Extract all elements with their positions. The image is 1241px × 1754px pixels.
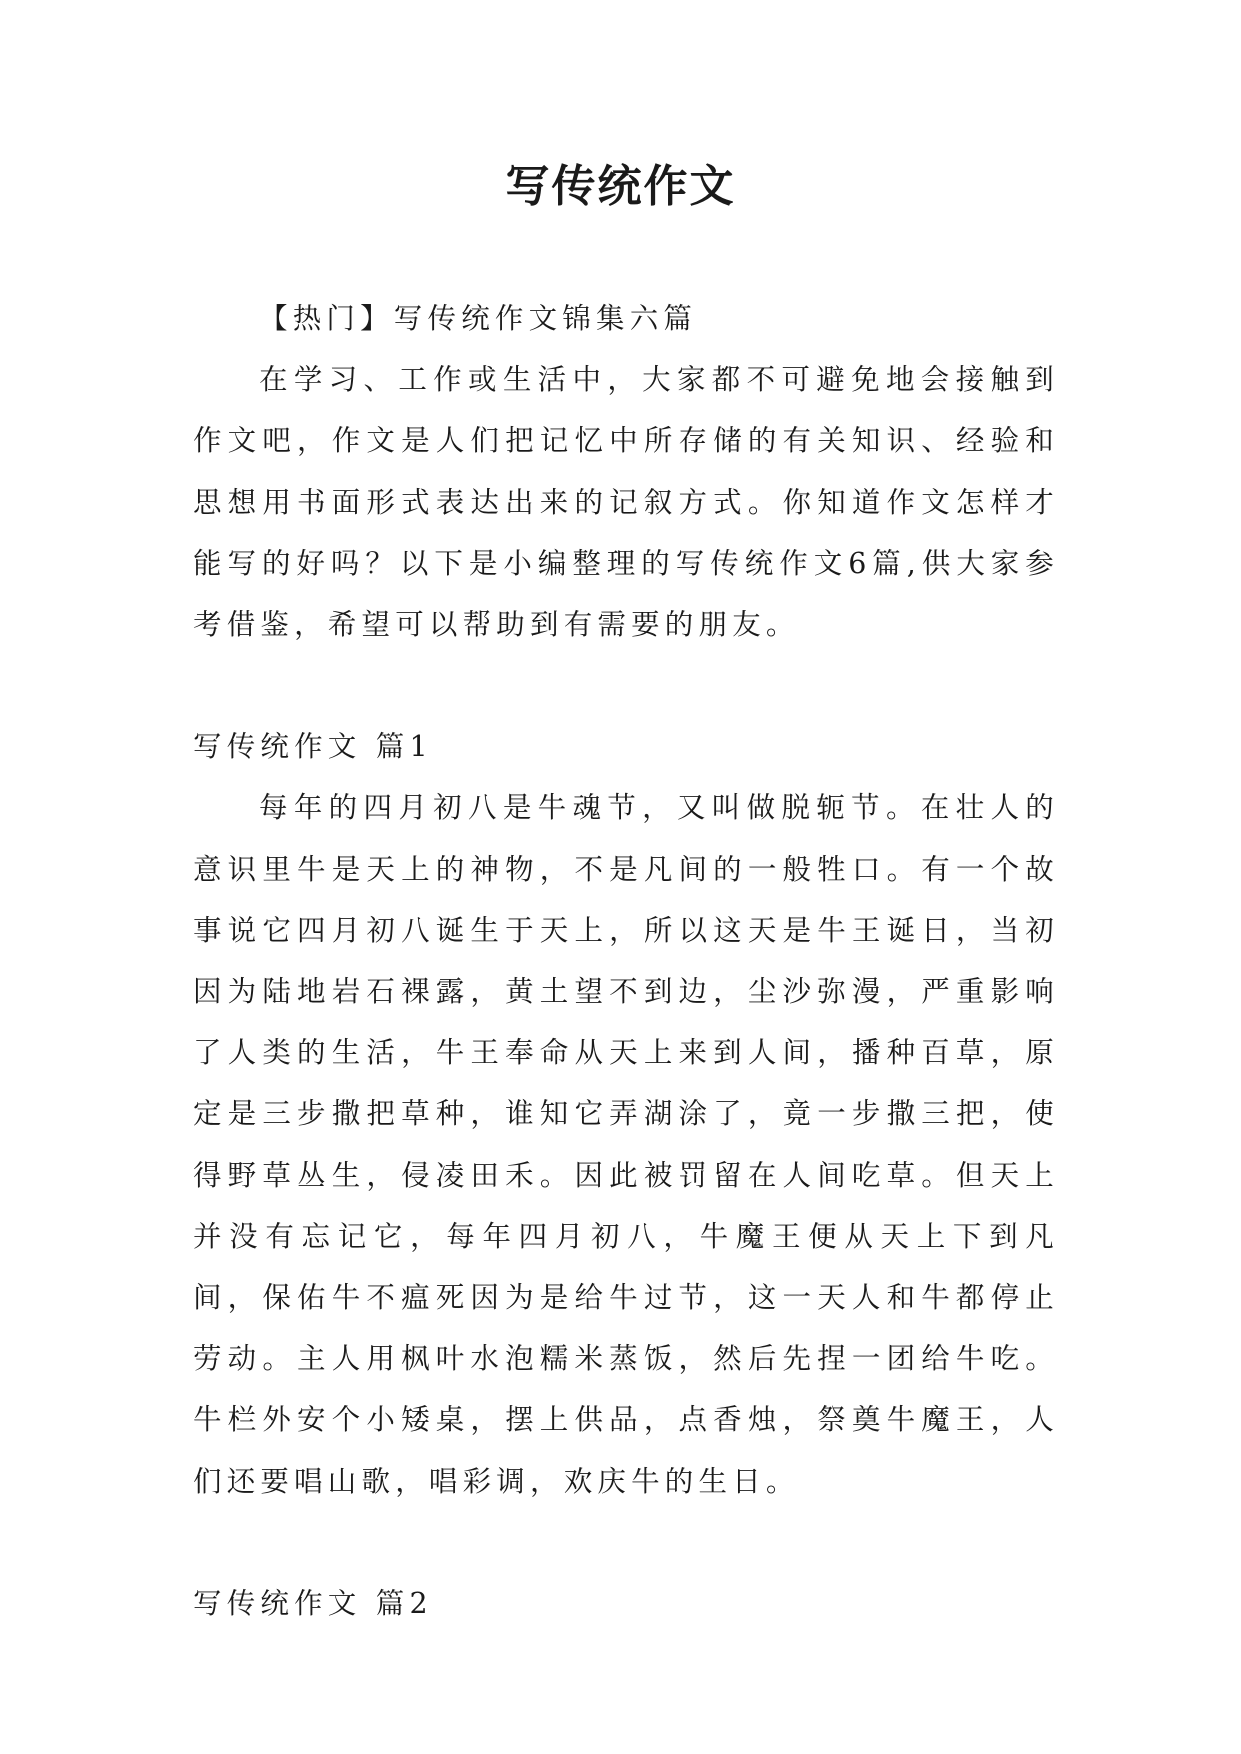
document-subtitle: 【热门】写传统作文锦集六篇 [259,302,698,335]
document-content [193,288,1059,1634]
document-title: 写传统作文 [505,161,736,212]
intro-paragraph: 在学习、工作或生活中，大家都不可避免地会接触到作文吧，作文是人们把记忆中所存储的有关知识、经验和思想用书面形式表达出来的记叙方式。你知道作文怎样才能写的好吗？以下是小编整理的写传统作文6篇,供大家参考借鉴，希望可以帮助到有需要的朋友。 [193,363,1059,642]
section-body-1: 每年的四月初八是牛魂节，又叫做脱轭节。在壮人的意识里牛是天上的神物，不是凡间的一般牲口。有一个故事说它四月初八诞生于天上，所以这天是牛王诞日，当初因为陆地岩石裸露，黄土望不到边，尘沙弥漫，严重影响了人类的生活，牛王奉命从天上来到人间，播种百草，原定是三步撒把草种，谁知它弄湖涂了，竟一步撒三把，使得野草丛生，侵凌田禾。因此被罚留在人间吃草。但天上并没有忘记它，每年四月初八，牛魔王便从天上下到凡间，保佑牛不瘟死因为是给牛过节，这一天人和牛都停止劳动。主人用枫叶水泡糯米蒸饭，然后先捏一团给牛吃。牛栏外安个小矮桌，摆上供品，点香烛，祭奠牛魔王，人们还要唱山歌，唱彩调，欢庆牛的生日。 [193,791,1059,1498]
section-heading-2: 写传统作文 篇2 [193,1586,433,1620]
section-heading-1: 写传统作文 篇1 [193,730,433,764]
